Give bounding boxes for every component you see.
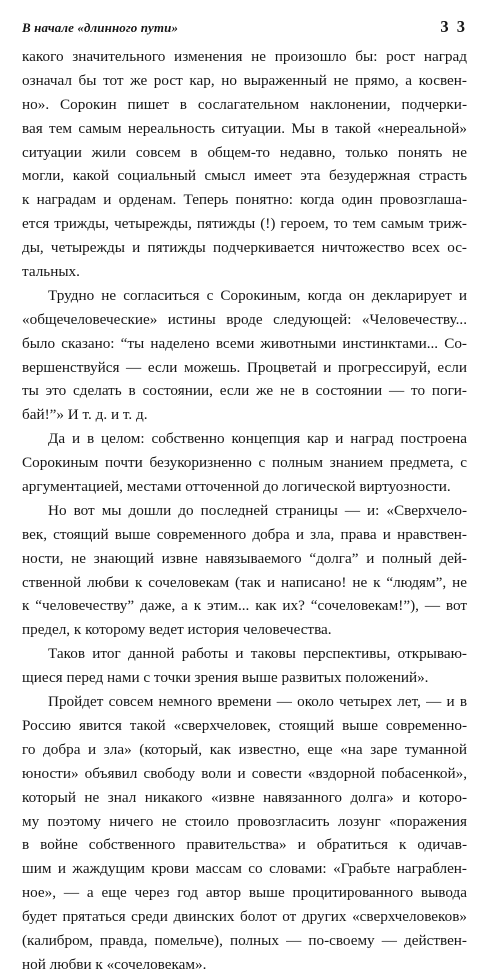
text-line: к наградам и орденам. Теперь понятно: когда один провозглаша- xyxy=(22,191,467,209)
text-line: к “человечеству” даже, а к этим... как их? “сочеловекам!”), — вот xyxy=(22,597,467,615)
text-line: юности» объявил свободу воли и совести «вздорной побасенкой», xyxy=(22,764,467,782)
text-line: «общечеловеческие» истины вроде следующей: «Человечеству... xyxy=(22,310,467,328)
text-line: который не знал никакого «извне навязанного долга» и которо- xyxy=(22,788,467,806)
paragraph xyxy=(22,284,467,427)
text-line: будет прятаться среди двинских болот от других «сверхчеловеков» xyxy=(22,908,467,926)
text-line: Сорокиным почти безукоризненно с полным знанием предмета, с xyxy=(22,454,467,472)
text-line: тальных. xyxy=(22,263,80,281)
paragraph xyxy=(22,499,467,642)
text-line: бай!”» И т. д. и т. д. xyxy=(22,406,148,424)
text-line: ной любви к «сочеловекам». xyxy=(22,955,207,973)
text-line: ситуации жили совсем в общем-то недавно, только понять не xyxy=(22,143,467,161)
text-line: аргументацией, местами отточенной до логической виртуозности. xyxy=(22,478,451,496)
text-line: означал бы тот же рост кар, но выраженный не прямо, а косвен- xyxy=(22,71,467,89)
text-line: шим и жаждущим крови массам со словами: «Грабьте награблен- xyxy=(22,860,467,878)
text-line: могли, какой социальный смысл имеет эта безудержная страсть xyxy=(22,167,467,185)
text-line: Да и в целом: собственно концепция кар и наград построена xyxy=(48,430,467,448)
text-line: век, стоящий выше современного добра и зла, права и нравствен- xyxy=(22,525,467,543)
text-line: (калибром, правда, помельче), полных — по-своему — действен- xyxy=(22,931,467,949)
paragraph xyxy=(22,690,467,977)
text-line: вершенствуйся — если можешь. Процветай и прогрессируй, если xyxy=(22,358,467,376)
text-line: было сказано: “ты наделено всеми животными инстинктами... Со- xyxy=(22,334,467,352)
text-line: му поэтому ничего не стоило провозгласить лозунг «поражения xyxy=(22,812,467,830)
page-number: 3 3 xyxy=(440,17,467,36)
text-line: Трудно не согласиться с Сорокиным, когда он декларирует и xyxy=(48,286,467,304)
paragraph xyxy=(22,45,467,284)
text-line: ды, четырежды и пятижды подчеркивается ничтожество всех ос- xyxy=(22,239,467,257)
text-line: Таков итог данной работы и таковы перспективы, открываю- xyxy=(48,645,467,663)
text-line: ности, не знающий извне навязываемого “долга” и полный дей- xyxy=(22,549,467,567)
text-line: ственной любви к сочеловекам (так и написано! не к “людям”, не xyxy=(22,573,467,591)
text-line: но». Сорокин пишет в сослагательном наклонении, подчерки- xyxy=(22,95,467,113)
text-line: Но вот мы дошли до последней страницы — и: «Сверхчело- xyxy=(48,501,467,519)
running-title: В начале «длинного пути» xyxy=(22,20,179,35)
text-line: в войне собственного правительства» и обратиться к одичав- xyxy=(22,836,467,854)
text-line: ное», — а еще через год автор выше процитированного вывода xyxy=(22,884,467,902)
paragraph xyxy=(22,427,467,499)
text-line: Россию явится такой «сверхчеловек, стоящий выше современно- xyxy=(22,716,467,734)
text-line: вая тем самым нереальность ситуации. Мы в такой «нереальной» xyxy=(22,119,467,137)
text-line: ется трижды, четырежды, пятижды (!) героем, то тем самым триж- xyxy=(22,215,467,233)
running-head xyxy=(22,19,467,45)
body-text xyxy=(22,45,467,977)
text-line: Пройдет совсем немного времени — около четырех лет, — и в xyxy=(48,693,467,711)
text-line: щиеся перед нами с точки зрения выше развитых положений». xyxy=(22,669,429,687)
text-line: ты это сделать в состоянии, если же не в состоянии — то поги- xyxy=(22,382,467,400)
text-line: предел, к которому ведет история человечества. xyxy=(22,621,332,639)
text-line: какого значительного изменения не произошло бы: рост наград xyxy=(22,48,467,65)
paragraph xyxy=(22,642,467,690)
text-line: го добра и зла» (который, как известно, еще «на заре туманной xyxy=(22,740,467,758)
